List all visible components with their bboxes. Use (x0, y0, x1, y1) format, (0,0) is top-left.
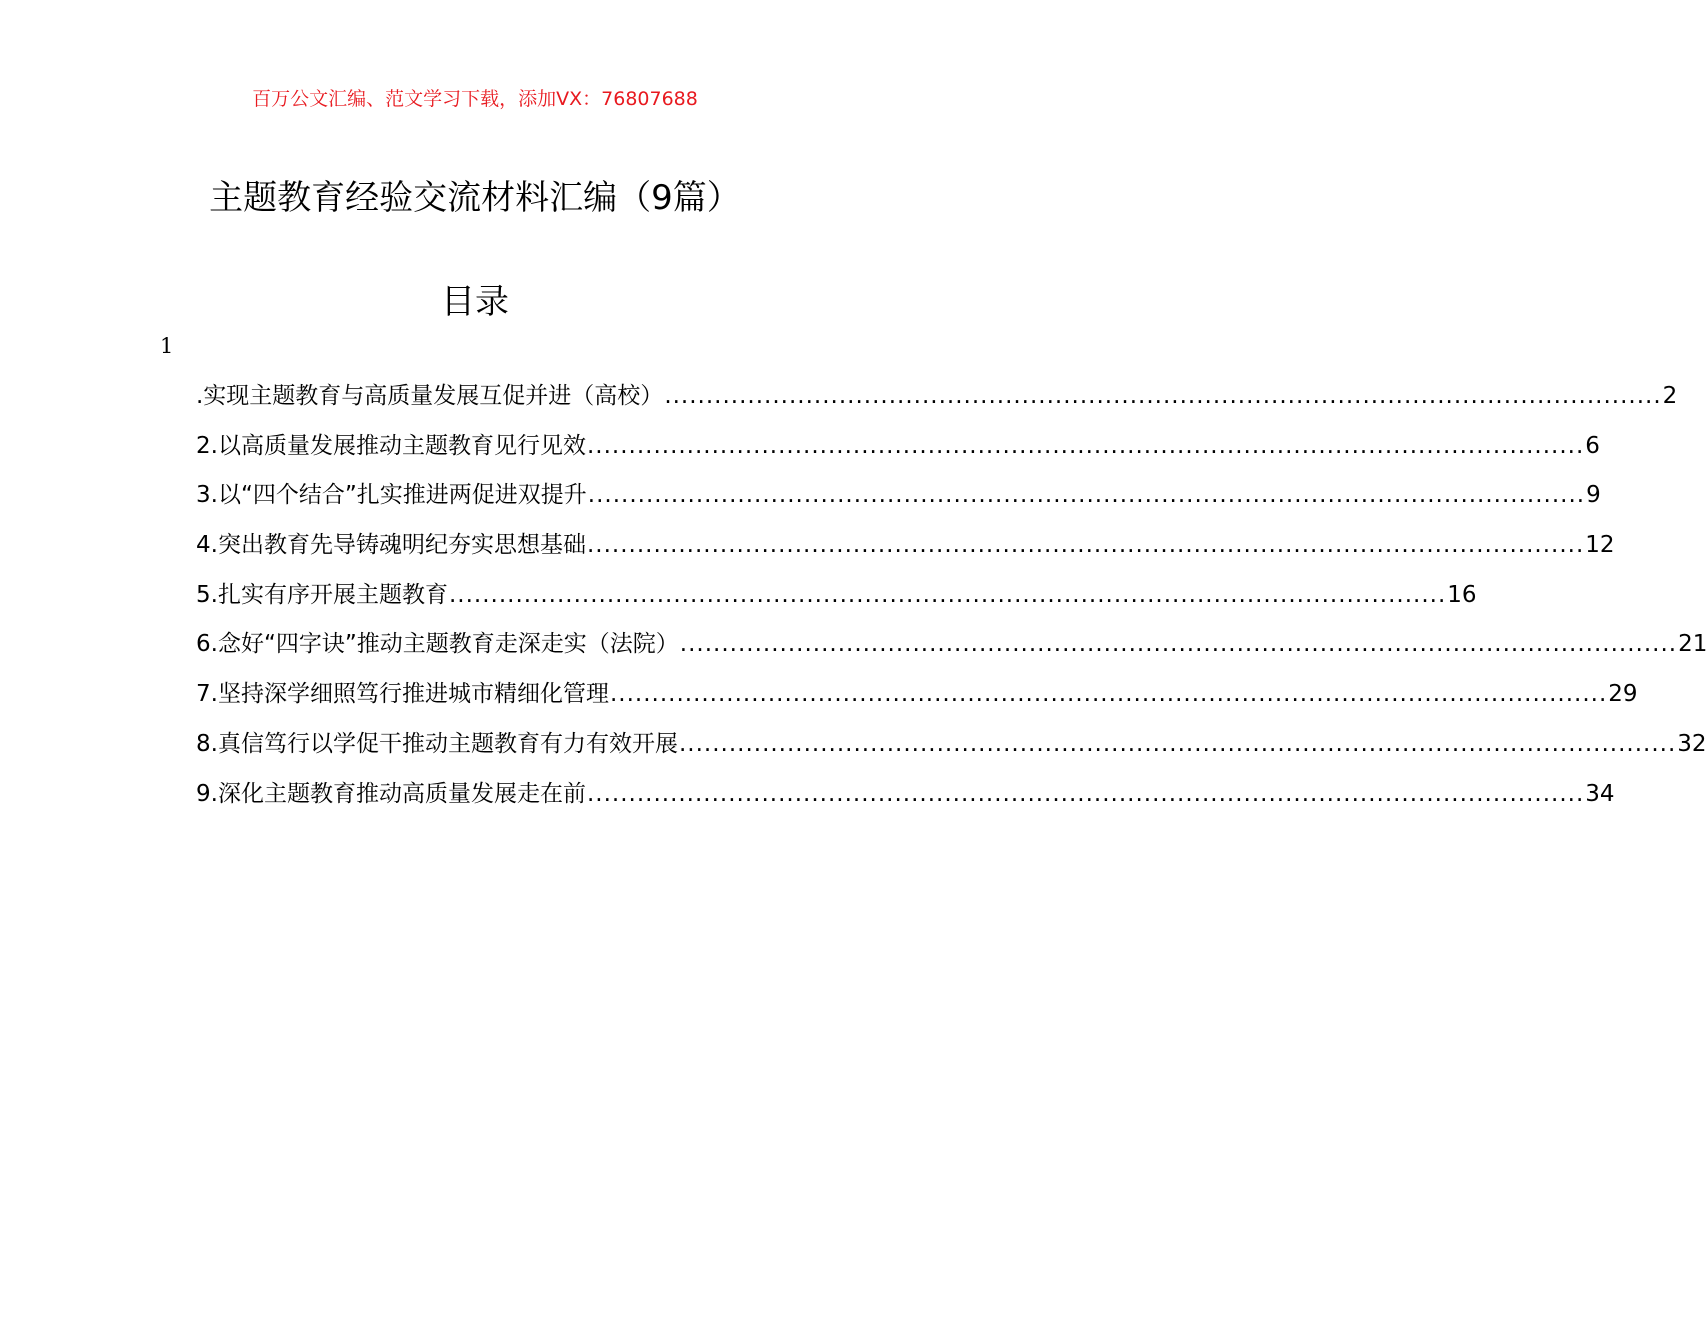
toc-entry-page: 2 (1662, 383, 1678, 409)
toc-entry-page: 32 (1677, 730, 1707, 757)
toc-entry[interactable] (196, 725, 1707, 775)
toc-entry[interactable] (196, 576, 1477, 626)
toc-entry[interactable] (196, 775, 1615, 825)
toc-entry-page: 29 (1608, 681, 1638, 708)
toc-entry-page: 6 (1585, 432, 1600, 459)
toc-leader-dots: ........................................................................................................................ (586, 432, 1585, 459)
toc-entry[interactable] (196, 625, 1707, 675)
toc-entry-title: 7.坚持深学细照笃行推进城市精细化管理 (196, 681, 609, 708)
toc-entry[interactable] (196, 476, 1601, 526)
toc-leader-dots: ........................................................................................................................ (609, 681, 1608, 708)
toc-entry-page: 34 (1585, 780, 1615, 807)
document-title: 主题教育经验交流材料汇编（9篇） (209, 178, 741, 218)
table-of-contents (196, 377, 1707, 824)
toc-entry-title: 5.扎实有序开展主题教育 (196, 581, 448, 608)
toc-entry[interactable] (196, 526, 1615, 576)
toc-entry-title: 4.突出教育先导铸魂明纪夯实思想基础 (196, 532, 586, 559)
stray-number: 1 (160, 334, 174, 358)
toc-leader-dots: ........................................................................................................................ (679, 631, 1678, 658)
toc-entry[interactable] (196, 377, 1678, 427)
toc-entry-title: 2.以高质量发展推动主题教育见行见效 (196, 432, 586, 459)
toc-entry[interactable] (196, 675, 1638, 725)
toc-entry-page: 9 (1586, 482, 1601, 509)
toc-entry-title: 6.念好“四字诀”推动主题教育走深走实（法院） (196, 631, 679, 658)
toc-leader-dots: ........................................................................................................................ (448, 581, 1447, 608)
toc-entry[interactable] (196, 427, 1600, 477)
toc-heading: 目录 (441, 282, 509, 322)
toc-entry-title: 9.深化主题教育推动高质量发展走在前 (196, 780, 586, 807)
toc-leader-dots: ........................................................................................................................ (664, 383, 1662, 409)
toc-entry-page: 16 (1447, 581, 1477, 608)
header-note: 百万公文汇编、范文学习下载，添加VX：76807688 (252, 88, 698, 110)
toc-leader-dots: ........................................................................................................................ (678, 730, 1677, 757)
toc-entry-page: 21 (1678, 631, 1707, 658)
toc-entry-title: 3.以“四个结合”扎实推进两促进双提升 (196, 482, 587, 509)
toc-leader-dots: ........................................................................................................................ (586, 532, 1585, 559)
toc-leader-dots: ........................................................................................................................ (586, 780, 1585, 807)
toc-leader-dots: ........................................................................................................................ (587, 482, 1586, 509)
toc-entry-page: 12 (1585, 532, 1615, 559)
toc-entry-title: .实现主题教育与高质量发展互促并进（高校） (196, 383, 664, 409)
toc-entry-title: 8.真信笃行以学促干推动主题教育有力有效开展 (196, 730, 678, 757)
